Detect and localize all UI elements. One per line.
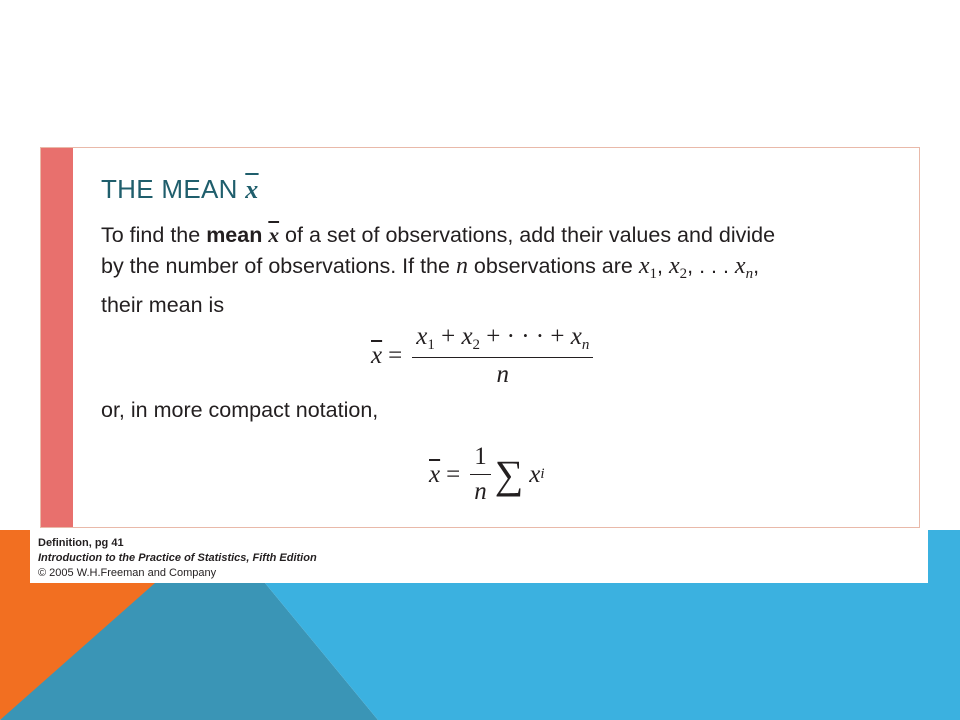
mean-formula-full: $\overline{x}$ = $\frac{x_1 + x_2 + \cdot \cdot \cdot + x_n}{n}$ [371,323,593,389]
caption-copyright: © 2005 W.H.Freeman and Company [38,567,217,579]
mean-formula-compact: $\overline{x}$ = $\frac{1}{n}$ ∑ x i [429,443,545,505]
definition-title: THE MEAN x [101,174,259,204]
fraction-one-over-n: $\frac{1}{n}$ [470,443,491,506]
compact-notation-label: or, in more compact notation, [101,398,379,422]
definition-line-1: To find the mean $\overline{x}$ of a set of observations, add their values and divide [101,223,776,247]
definition-line-3: their mean is [101,293,225,317]
source-caption [30,530,928,583]
fraction-denominator: n [496,361,510,388]
fraction [412,323,593,389]
x-bar-symbol: x [245,175,259,204]
definition-line-2: by the number of observations. If the n observations are $x_1$, $x_2$, . . . $x_n$, [101,253,760,282]
caption-book-title: Introduction to the Practice of Statistics, Fifth Edition [38,552,317,564]
accent-bar [41,148,73,527]
definition-card [40,147,920,528]
caption-definition-page: Definition, pg 41 [38,537,124,549]
definition-text [101,220,901,321]
sigma-symbol: ∑ [494,451,524,497]
fraction-numerator: $x_1 + x_2$ + · · · + $x_n$ [412,323,593,358]
